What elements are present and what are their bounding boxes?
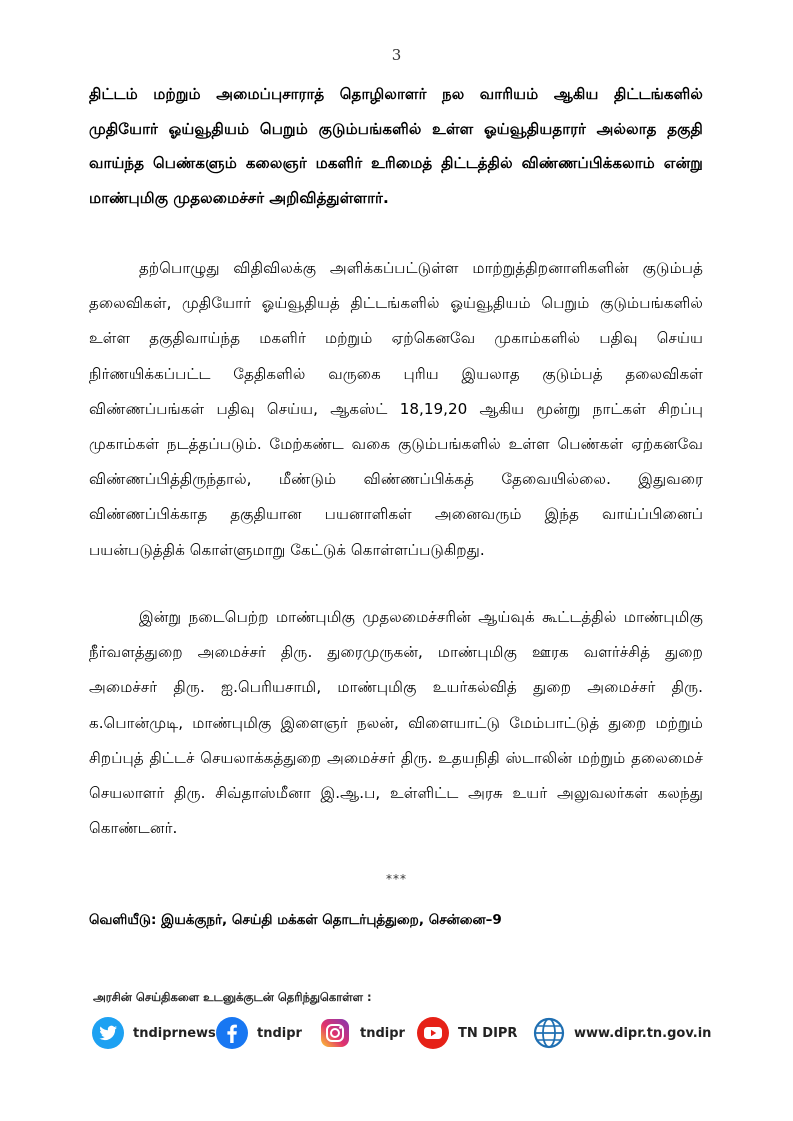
social-link-facebook[interactable] [215, 1015, 302, 1051]
paragraph-3: இன்று நடைபெற்ற மாண்புமிகு முதலமைச்சரின் ஆய்வுக் கூட்டத்தில் மாண்புமிகு நீர்வளத்துறை அமைச்சர் திரு. துரைமுருகன், மாண்புமிகு ஊரக வளர்ச்சித் துறை அமைச்சர் திரு. ஐ.பெரியசாமி, மாண்புமிகு உயர்கல்வித் துறை அமைச்சர் திரு. க.பொன்முடி, மாண்புமிகு இளைஞர் நலன், விளையாட்டு மேம்பாட்டுத் துறை மற்றும் சிறப்புத் திட்டச் செயலாக்கத்துறை அமைச்சர் திரு. உதயநிதி ஸ்டாலின் மற்றும் தலைமைச் செயலாளர் திரு. சிவ்தாஸ்மீனா இ.ஆ.ப, உள்ளிட்ட அரசு உயர் அலுவலர்கள் கலந்து கொண்டனர். [89, 608, 703, 838]
section-separator: *** [386, 872, 407, 886]
facebook-icon [215, 1016, 249, 1050]
twitter-handle: tndiprnews [133, 1025, 216, 1041]
globe-icon [532, 1016, 566, 1050]
release-line: வெளியீடு: இயக்குநர், செய்தி மக்கள் தொடர்புத்துறை, சென்னை–9 [89, 912, 502, 928]
social-link-twitter[interactable] [91, 1015, 216, 1051]
paragraph-1: திட்டம் மற்றும் அமைப்புசாராத் தொழிலாளர் நல வாரியம் ஆகிய திட்டங்களில் முதியோர் ஓய்வூதியம் பெறும் குடும்பங்களில் உள்ள ஓய்வூதியதாரர் அல்லாத தகுதி வாய்ந்த பெண்களும் கலைஞர் மகளிர் உரிமைத் திட்டத்தில் விண்ணப்பிக்கலாம் என்று மாண்புமிகு முதலமைச்சர் அறிவித்துள்ளார். [89, 85, 703, 207]
instagram-icon [318, 1016, 352, 1050]
twitter-icon [91, 1016, 125, 1050]
page-number: 3 [391, 46, 402, 64]
paragraph-2: தற்பொழுது விதிவிலக்கு அளிக்கப்பட்டுள்ள மாற்றுத்திறனாளிகளின் குடும்பத் தலைவிகள், முதியோர் ஓய்வூதியத் திட்டங்களில் ஓய்வூதியம் பெறும் குடும்பங்களில் உள்ள தகுதிவாய்ந்த மகளிர் மற்றும் ஏற்கெனவே முகாம்களில் பதிவு செய்ய நிர்ணயிக்கப்பட்ட தேதிகளில் வருகை புரிய இயலாத குடும்பத் தலைவிகள் விண்ணப்பங்கள் பதிவு செய்ய, ஆகஸ்ட் 18,19,20 ஆகிய மூன்று நாட்கள் சிறப்பு முகாம்கள் நடத்தப்படும். மேற்கண்ட வகை குடும்பங்களில் உள்ள பெண்கள் ஏற்கனவே விண்ணப்பித்திருந்தால், மீண்டும் விண்ணப்பிக்கத் தேவையில்லை. இதுவரை விண்ணப்பிக்காத தகுதியான பயனாளிகள் அனைவரும் இந்த வாய்ப்பினைப் பயன்படுத்திக் கொள்ளுமாறு கேட்டுக் கொள்ளப்படுகிறது. [89, 259, 703, 559]
instagram-handle: tndipr [360, 1025, 405, 1041]
youtube-handle: TN DIPR [458, 1025, 518, 1041]
youtube-icon [416, 1016, 450, 1050]
follow-label: அரசின் செய்திகளை உடனுக்குடன் தெரிந்துகொள்ள : [93, 990, 372, 1004]
social-link-youtube[interactable] [416, 1015, 517, 1051]
website-url: www.dipr.tn.gov.in [574, 1025, 712, 1041]
social-link-website[interactable] [532, 1015, 711, 1051]
facebook-handle: tndipr [257, 1025, 302, 1041]
social-link-instagram[interactable] [318, 1015, 405, 1051]
social-links-row [91, 1015, 711, 1051]
